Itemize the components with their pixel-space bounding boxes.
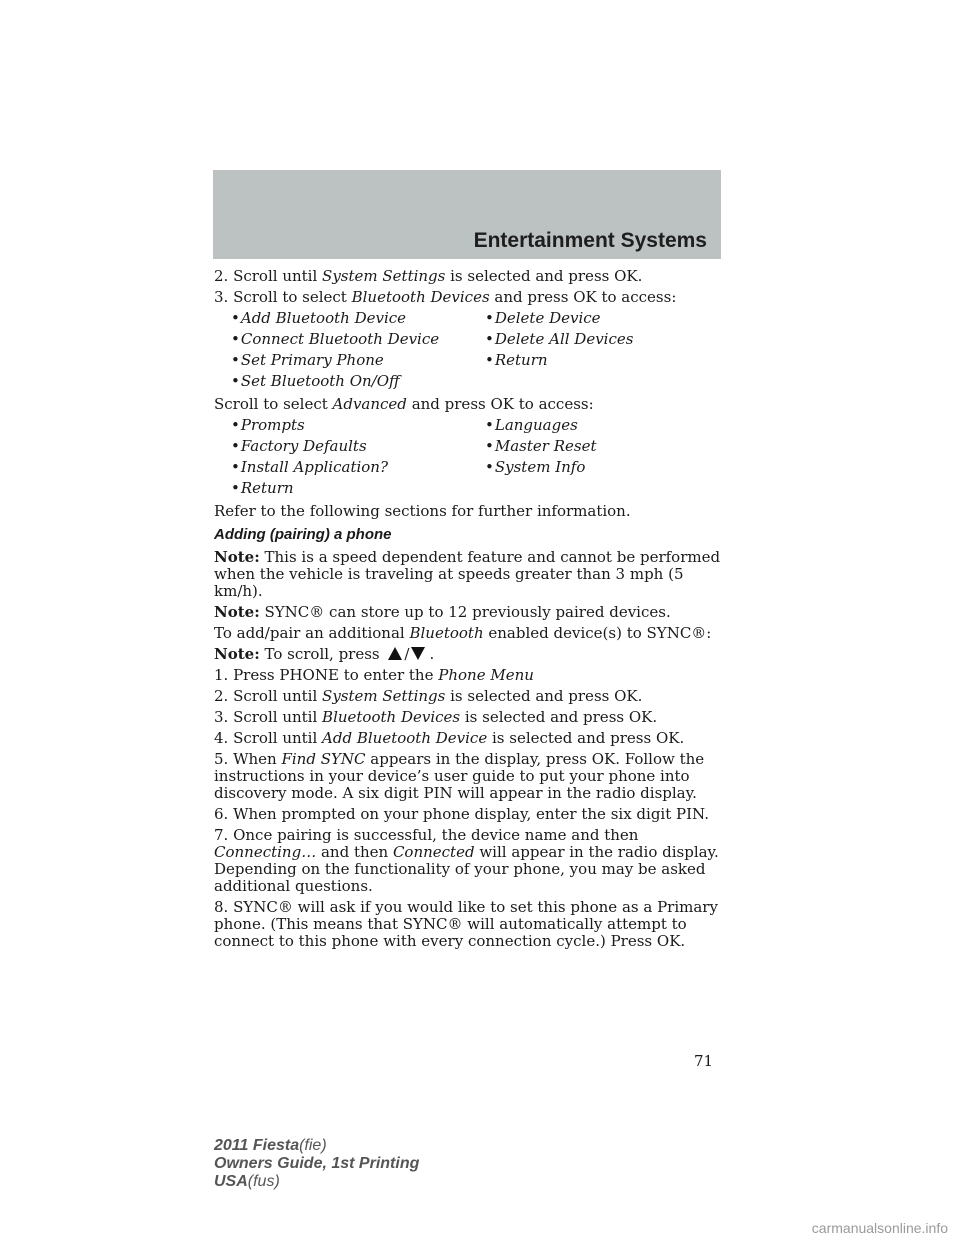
note-scroll: Note: To scroll, press / . bbox=[214, 645, 435, 663]
pair-step: 7. Once pairing is successful, the device name and then Connecting… and then Connected will appear in the radio display. Depending on the functionality of your phone, you may be asked additional questions. bbox=[214, 826, 719, 895]
list-item: •Install Application? bbox=[231, 458, 389, 476]
pair-step: 5. When Find SYNC appears in the display, press OK. Follow the instructions in your device’s user guide to put your phone into discovery mode. A six digit PIN will appear in the radio display. bbox=[214, 750, 705, 802]
list-item: •Factory Defaults bbox=[231, 437, 367, 455]
note-store: Note: SYNC® can store up to 12 previously paired devices. bbox=[214, 603, 671, 621]
add-pair-intro: To add/pair an additional Bluetooth enabled device(s) to SYNC®: bbox=[214, 624, 712, 642]
list-item: •Return bbox=[485, 351, 548, 369]
pair-step: 3. Scroll until Bluetooth Devices is selected and press OK. bbox=[214, 708, 658, 726]
step-bluetooth-devices: 3. Scroll to select Bluetooth Devices and press OK to access: bbox=[214, 288, 677, 306]
pair-step: 4. Scroll until Add Bluetooth Device is selected and press OK. bbox=[214, 729, 685, 747]
list-item: •Languages bbox=[485, 416, 578, 434]
list-item: •Connect Bluetooth Device bbox=[231, 330, 440, 348]
section-heading: Adding (pairing) a phone bbox=[214, 526, 392, 543]
list-item: •Master Reset bbox=[485, 437, 597, 455]
pair-step: 1. Press PHONE to enter the Phone Menu bbox=[214, 666, 534, 684]
step-system-settings: 2. Scroll until System Settings is selected and press OK. bbox=[214, 267, 643, 285]
pair-step: 6. When prompted on your phone display, enter the six digit PIN. bbox=[214, 805, 709, 823]
list-item: •Add Bluetooth Device bbox=[231, 309, 407, 327]
page-content bbox=[214, 268, 724, 954]
list-item: •System Info bbox=[485, 458, 586, 476]
list-item: •Delete Device bbox=[485, 309, 601, 327]
section-title: Entertainment Systems bbox=[473, 229, 707, 252]
pair-step: 8. SYNC® will ask if you would like to set this phone as a Primary phone. (This means that SYNC® will automatically attempt to connect to this phone with every connection cycle.) Press OK. bbox=[214, 898, 718, 950]
bluetooth-options-list bbox=[231, 310, 724, 390]
list-item: •Return bbox=[231, 479, 294, 497]
pair-step: 2. Scroll until System Settings is selected and press OK. bbox=[214, 687, 643, 705]
page-number: 71 bbox=[694, 1052, 714, 1070]
refer-text: Refer to the following sections for further information. bbox=[214, 502, 631, 520]
watermark: carmanualsonline.info bbox=[811, 1220, 948, 1236]
list-item: •Set Primary Phone bbox=[231, 351, 384, 369]
note-speed: Note: This is a speed dependent feature and cannot be performed when the vehicle is traveling at speeds greater than 3 mph (5 km/h). bbox=[214, 548, 721, 600]
list-item: •Prompts bbox=[231, 416, 305, 434]
arrow-down-icon bbox=[411, 647, 425, 660]
list-item: •Delete All Devices bbox=[485, 330, 634, 348]
advanced-intro: Scroll to select Advanced and press OK to access: bbox=[214, 395, 594, 413]
section-header-band bbox=[213, 170, 721, 259]
list-item: •Set Bluetooth On/Off bbox=[231, 372, 400, 390]
print-footer: 2011 Fiesta(fie) Owners Guide, 1st Printing USA(fus) bbox=[214, 1137, 420, 1190]
arrow-up-icon bbox=[388, 647, 402, 660]
advanced-options-list bbox=[231, 417, 724, 497]
